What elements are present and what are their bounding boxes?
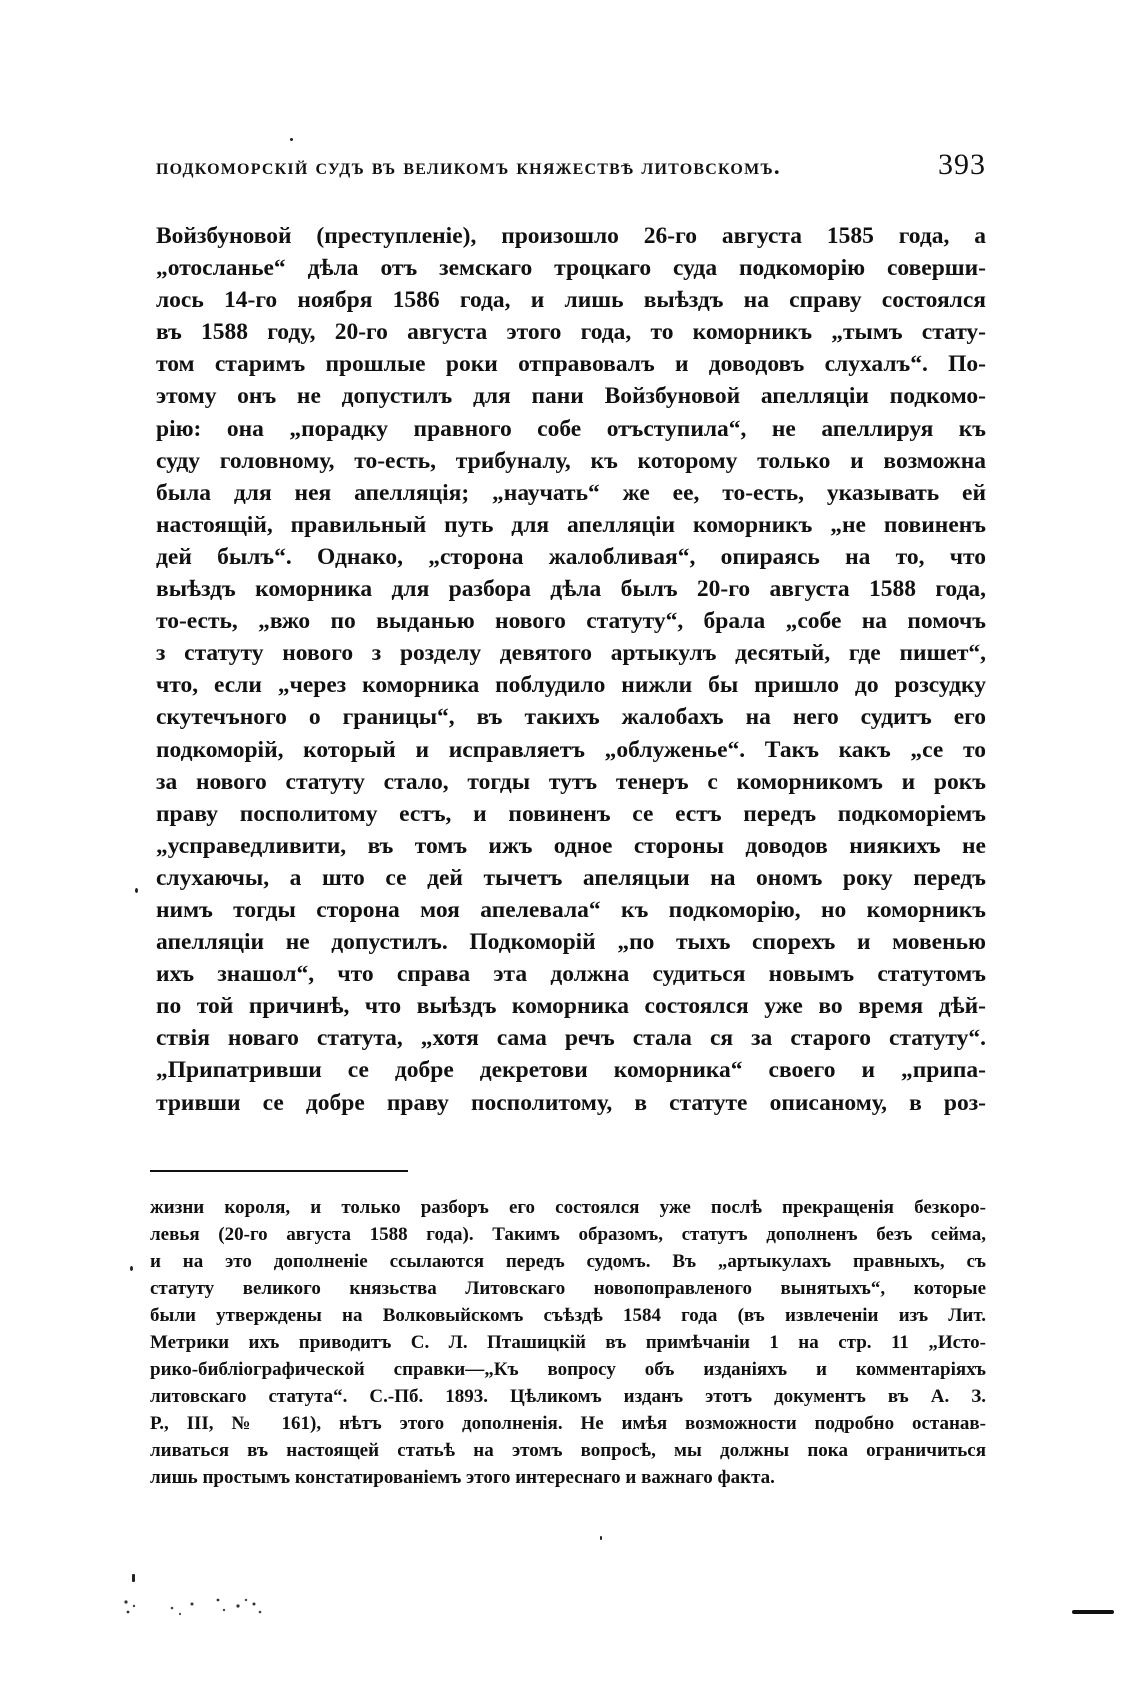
footnote-line: были утверждены на Волковыйскомъ съѣздѣ 1584 года (въ извлеченіи изъ Лит. <box>150 1305 986 1326</box>
footnote-line: литовскаго статута“. С.-Пб. 1893. Цѣликомъ изданъ этотъ документъ въ А. З. <box>150 1386 986 1407</box>
text-line: этому онъ не допустилъ для пани Войзбуновой апелляціи подкомо- <box>156 383 986 410</box>
text-line: апелляціи не допустилъ. Подкоморій „по тыхъ спорехъ и мовенью <box>156 929 986 956</box>
footnote-line: Метрики ихъ приводитъ С. Л. Пташицкій въ примѣчаніи 1 на стр. 11 „Исто- <box>150 1332 986 1353</box>
text-line: въ 1588 году, 20-го августа этого года, то коморникъ „тымъ стату- <box>156 319 986 346</box>
text-line: подкоморій, который и исправляетъ „облуженье“. Такъ какъ „се то <box>156 736 986 763</box>
page-number: 393 <box>938 148 986 181</box>
scan-speck <box>135 888 138 893</box>
text-line: „Припатривши се добре декретови коморника“ своего и „припа- <box>156 1057 986 1084</box>
scan-speck <box>130 1266 133 1271</box>
scan-speck <box>290 138 293 141</box>
footnote-separator <box>150 1170 408 1172</box>
text-line: з статуту нового з розделу девятого артыкулъ десятый, где пишет“, <box>156 640 986 667</box>
scan-dash <box>1072 1610 1114 1614</box>
footnote <box>150 1194 986 1491</box>
text-line: „усправедливити, въ томъ ижъ одное стороны доводов ниякихъ не <box>156 832 986 859</box>
text-line: тривши се добре праву посполитому, в статуте описаному, в роз- <box>156 1089 986 1116</box>
text-line: праву посполитому естъ, и повиненъ се естъ передъ подкоморіемъ <box>156 800 986 827</box>
footnote-line: Р., III, № 161), нѣтъ этого дополненія. Не имѣя возможности подробно останав- <box>150 1413 986 1434</box>
scan-speck <box>132 1574 135 1582</box>
footnote-line: левья (20-го августа 1588 года). Такимъ образомъ, статутъ дополненъ безъ сейма, <box>150 1224 986 1245</box>
text-line: выѣздъ коморника для разбора дѣла былъ 20-го августа 1588 года, <box>156 576 986 603</box>
text-line: по той причинѣ, что выѣздъ коморника состоялся уже во время дѣй- <box>156 993 986 1020</box>
footnote-line: статуту великого князьства Литовскаго новопоправленого вынятыхъ“, которые <box>150 1278 986 1299</box>
text-line: лось 14-го ноября 1586 года, и лишь выѣздъ на справу состоялся <box>156 287 986 314</box>
text-line: суду головному, то-есть, трибуналу, къ которому только и возможна <box>156 447 986 474</box>
main-text <box>156 220 986 1119</box>
footnote-line: ливаться въ настоящей статьѣ на этомъ вопросѣ, мы должны пока ограничиться <box>150 1440 986 1461</box>
footnote-line: и на это дополненіе ссылаются передъ судомъ. Въ „артыкулахъ правныхъ, съ <box>150 1251 986 1272</box>
footnote-line: лишь простымъ констатированіемъ этого интереснаго и важнаго факта. <box>150 1467 775 1488</box>
text-line: за нового статуту стало, тогды тутъ тенеръ с коморникомъ и рокъ <box>156 768 986 795</box>
text-line: настоящій, правильный путь для апелляціи коморникъ „не повиненъ <box>156 511 986 538</box>
text-line: нимъ тогды сторона моя апелевала“ къ подкоморію, но коморникъ <box>156 896 986 923</box>
text-line: скутечъного о границы“, въ такихъ жалобахъ на него судитъ его <box>156 704 986 731</box>
text-line: ствія новаго статута, „хотя сама речъ стала ся за старого статуту“. <box>156 1025 986 1052</box>
text-line: „отосланье“ дѣла отъ земскаго троцкаго суда подкоморію соверши- <box>156 255 986 282</box>
text-line: слухаючы, а што се дей тычетъ апеляцыи на ономъ року передъ <box>156 864 986 891</box>
footnote-line: жизни короля, и только разборъ его состоялся уже послѣ прекращенія безкоро- <box>150 1197 986 1218</box>
text-line: том старимъ прошлые роки отправовалъ и доводовъ слухалъ“. По- <box>156 351 986 378</box>
text-line: дей былъ“. Однако, „сторона жалобливая“, опираясь на то, что <box>156 543 986 570</box>
footnote-line: рико-библіографической справки—„Къ вопросу объ изданіяхъ и комментаріяхъ <box>150 1359 986 1380</box>
scan-specks <box>120 1596 280 1620</box>
text-line: то-есть, „вжо по выданью нового статуту“, брала „собе на помочъ <box>156 608 986 635</box>
text-line: ихъ знашол“, что справа эта должна судиться новымъ статутомъ <box>156 961 986 988</box>
text-line: Войзбуновой (преступленіе), произошло 26-го августа 1585 года, а <box>156 223 986 249</box>
text-line: была для нея апелляція; „научать“ же ее, то-есть, указывать ей <box>156 479 986 506</box>
running-title: подкоморскій судъ въ великомъ княжествѣ литовскомъ. <box>156 154 781 179</box>
running-head <box>156 148 986 188</box>
text-line: рію: она „порадку правного собе отъступила“, не апеллируя къ <box>156 415 986 442</box>
text-line: что, если „через коморника поблудило нижли бы пришло до розсудку <box>156 672 986 699</box>
scan-speck <box>600 1536 602 1540</box>
